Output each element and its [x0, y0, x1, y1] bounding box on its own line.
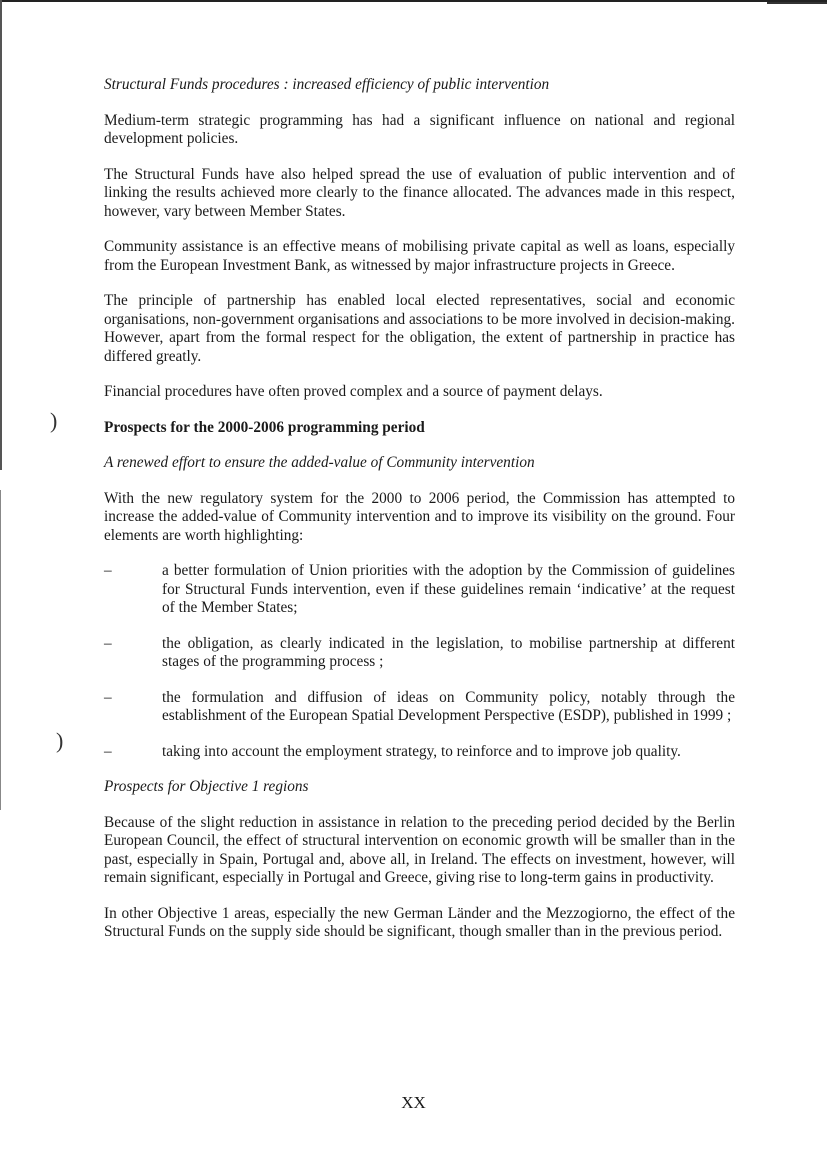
bullet-dash: – — [104, 562, 112, 579]
paragraph: The principle of partnership has enabled local elected representatives, social and economic organisations, non-government organisations and associations to be more involved in decision-making. However, apart from the formal respect for the obligation, the extent of partnership in practice has differed greatly. — [104, 292, 735, 365]
bullet-dash: – — [104, 634, 112, 652]
binding-mark-lower: ) — [56, 728, 64, 753]
binding-mark-upper: ) — [50, 408, 58, 433]
bullet-dash: – — [104, 742, 112, 760]
top-border-rule-accent — [767, 2, 827, 4]
page-number: XX — [401, 1093, 426, 1112]
list-item-text: the formulation and diffusion of ideas on Community policy, notably through the establishment of the European Spatial Development Perspective (ESDP), published in 1999 ; — [162, 688, 735, 724]
paragraph: Medium-term strategic programming has had a significant influence on national and regional development policies. — [104, 111, 735, 147]
paragraph: Because of the slight reduction in assistance in relation to the preceding period decided by the Berlin European Council, the effect of structural intervention on economic growth will be smaller than in the past, especially in Spain, Portugal and, above all, in Ireland. The effects on investment, however, will remain significant, especially in Portugal and Greece, giving rise to long-term gains in productivity. — [104, 813, 735, 886]
section-heading: Structural Funds procedures : increased efficiency of public intervention — [104, 76, 550, 93]
paragraph: Community assistance is an effective means of mobilising private capital as well as loans, especially from the European Investment Bank, as witnessed by major infrastructure projects in Greece. — [104, 238, 735, 274]
list-item-text: the obligation, as clearly indicated in the legislation, to mobilise partnership at different stages of the programming process ; — [162, 634, 735, 670]
left-scan-edge-lower — [0, 490, 1, 810]
bullet-list — [104, 562, 735, 761]
document-page — [104, 76, 735, 959]
paragraph: In other Objective 1 areas, especially the new German Länder and the Mezzogiorno, the effect of the Structural Funds on the supply side should be significant, though smaller than in the previous period. — [104, 904, 735, 940]
list-item — [104, 743, 735, 762]
list-item — [104, 562, 735, 618]
subheading-objective-1: Prospects for Objective 1 regions — [104, 778, 309, 795]
list-item — [104, 689, 735, 726]
list-item-text: taking into account the employment strategy, to reinforce and to improve job quality. — [162, 742, 681, 760]
bullet-dash: – — [104, 688, 112, 706]
intro-paragraph: With the new regulatory system for the 2000 to 2006 period, the Commission has attempted to increase the added-value of Community intervention and to improve its visibility on the ground. Four elements are worth highlighting: — [104, 489, 735, 544]
list-item — [104, 635, 735, 672]
subheading-added-value: A renewed effort to ensure the added-value of Community intervention — [104, 454, 535, 471]
list-item-text: a better formulation of Union priorities with the adoption by the Commission of guidelines for Structural Funds intervention, even if these guidelines remain ‘indicative’ at the request of the Member States; — [162, 562, 735, 616]
left-scan-edge — [0, 0, 2, 470]
paragraph: The Structural Funds have also helped spread the use of evaluation of public intervention and of linking the results achieved more clearly to the finance allocated. The advances made in this respect, however, vary between Member States. — [104, 165, 735, 220]
paragraph: Financial procedures have often proved complex and a source of payment delays. — [104, 383, 603, 400]
bold-heading: Prospects for the 2000-2006 programming period — [104, 418, 425, 436]
top-border-rule — [0, 0, 827, 2]
